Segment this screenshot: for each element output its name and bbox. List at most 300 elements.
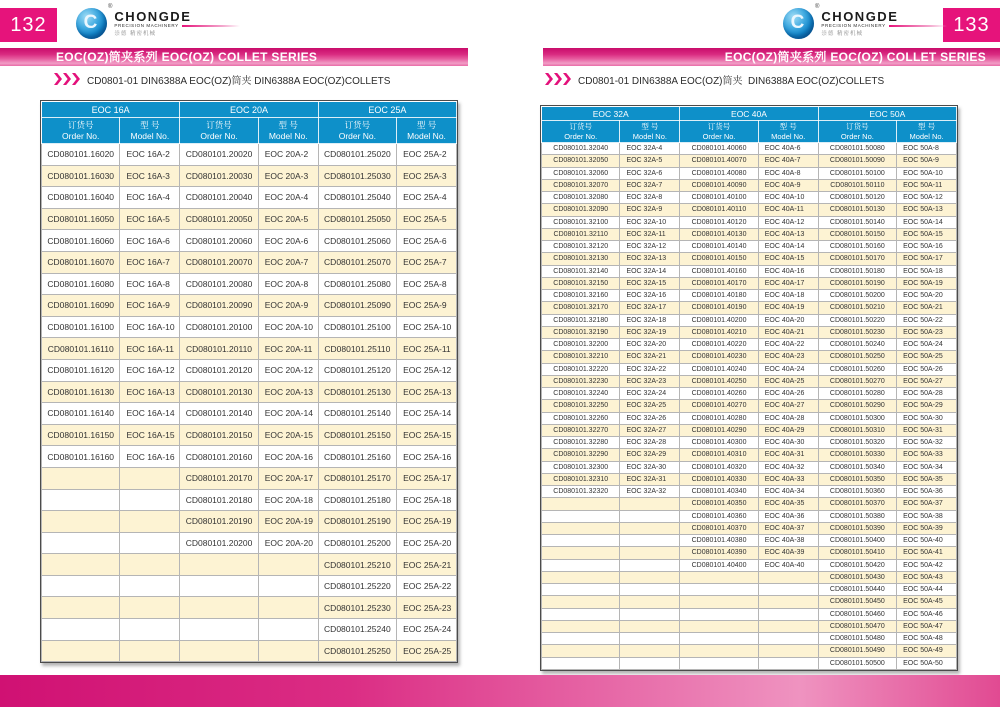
model-no-cell: EOC 50A-34 [897, 461, 957, 473]
order-no-cell: CD080101.20050 [180, 208, 258, 230]
model-no-cell [120, 554, 180, 576]
brand-name: CHONGDE [114, 9, 192, 24]
model-no-cell: EOC 32A-21 [620, 351, 680, 363]
collet-table [541, 106, 957, 670]
order-no-cell: CD080101.50130 [818, 204, 896, 216]
logo-monogram: C [790, 12, 805, 33]
table-row [542, 400, 957, 412]
group-header: EOC 40A [680, 107, 818, 121]
order-no-cell: CD080101.50330 [818, 449, 896, 461]
order-no-cell [680, 657, 758, 669]
model-no-cell: EOC 40A-14 [758, 241, 818, 253]
order-no-cell: CD080101.50170 [818, 253, 896, 265]
order-no-header: 订货号 Order No. [318, 118, 396, 144]
model-no-cell: EOC 50A-28 [897, 388, 957, 400]
table-row [542, 584, 957, 596]
model-no-cell: EOC 20A-13 [258, 381, 318, 403]
order-no-cell: CD080101.25100 [318, 316, 396, 338]
order-no-cell: CD080101.25180 [318, 489, 396, 511]
model-no-cell [758, 657, 818, 669]
order-no-cell: CD080101.40140 [680, 241, 758, 253]
table-row [42, 316, 457, 338]
order-no-cell: CD080101.32190 [542, 326, 620, 338]
order-no-cell: CD080101.25030 [318, 165, 396, 187]
order-no-cell [542, 547, 620, 559]
model-no-cell [620, 608, 680, 620]
model-no-cell: EOC 32A-23 [620, 375, 680, 387]
model-no-header: 型 号 Model No. [120, 118, 180, 144]
order-no-cell [680, 645, 758, 657]
model-no-cell: EOC 40A-37 [758, 522, 818, 534]
model-no-cell [120, 597, 180, 619]
order-no-cell: CD080101.16140 [42, 403, 120, 425]
model-no-cell: EOC 32A-18 [620, 314, 680, 326]
order-no-cell: CD080101.50250 [818, 351, 896, 363]
table-row [42, 640, 457, 662]
table-row [542, 461, 957, 473]
model-no-cell [758, 645, 818, 657]
model-no-cell: EOC 50A-37 [897, 498, 957, 510]
table-row [542, 535, 957, 547]
table-row [542, 143, 957, 155]
model-no-cell [120, 489, 180, 511]
order-no-cell: CD080101.50470 [818, 620, 896, 632]
model-no-cell: EOC 32A-16 [620, 290, 680, 302]
model-no-cell: EOC 40A-21 [758, 326, 818, 338]
brand-subtitle: PRECISION MACHINERY [114, 23, 179, 28]
order-no-cell: CD080101.50260 [818, 363, 896, 375]
table-row [542, 473, 957, 485]
model-no-cell: EOC 32A-30 [620, 461, 680, 473]
model-no-cell: EOC 32A-31 [620, 473, 680, 485]
model-no-cell: EOC 20A-11 [258, 338, 318, 360]
model-no-cell: EOC 50A-18 [897, 265, 957, 277]
order-no-cell: CD080101.25070 [318, 251, 396, 273]
order-no-cell: CD080101.50230 [818, 326, 896, 338]
table-row [542, 363, 957, 375]
model-no-cell: EOC 32A-26 [620, 412, 680, 424]
table-row [542, 547, 957, 559]
order-no-cell: CD080101.32220 [542, 363, 620, 375]
group-header: EOC 50A [818, 107, 956, 121]
model-no-cell [258, 554, 318, 576]
model-no-cell: EOC 40A-20 [758, 314, 818, 326]
model-no-cell: EOC 25A-24 [397, 619, 457, 641]
order-no-header: 订货号 Order No. [818, 121, 896, 143]
model-no-cell: EOC 50A-38 [897, 510, 957, 522]
triple-chevron-icon [545, 73, 572, 85]
model-no-cell: EOC 40A-7 [758, 155, 818, 167]
model-no-cell: EOC 16A-7 [120, 251, 180, 273]
model-no-cell: EOC 16A-5 [120, 208, 180, 230]
table-row [542, 522, 957, 534]
order-no-cell: CD080101.40180 [680, 290, 758, 302]
table-row [542, 620, 957, 632]
brand-chinese-name: 崇德 精密机械 [821, 31, 863, 37]
table-row [542, 375, 957, 387]
model-no-cell: EOC 40A-39 [758, 547, 818, 559]
model-no-cell: EOC 32A-17 [620, 302, 680, 314]
order-no-cell [42, 597, 120, 619]
order-no-cell [542, 657, 620, 669]
order-no-cell [42, 619, 120, 641]
order-no-cell: CD080101.25090 [318, 295, 396, 317]
model-no-cell: EOC 25A-10 [397, 316, 457, 338]
model-no-cell [758, 571, 818, 583]
model-no-cell: EOC 32A-32 [620, 486, 680, 498]
model-no-cell: EOC 50A-25 [897, 351, 957, 363]
order-no-cell: CD080101.50140 [818, 216, 896, 228]
order-no-cell: CD080101.40280 [680, 412, 758, 424]
model-no-cell: EOC 40A-32 [758, 461, 818, 473]
order-no-cell: CD080101.32150 [542, 277, 620, 289]
order-no-cell: CD080101.25110 [318, 338, 396, 360]
order-no-cell: CD080101.50480 [818, 633, 896, 645]
order-no-cell: CD080101.25080 [318, 273, 396, 295]
model-no-cell: EOC 32A-14 [620, 265, 680, 277]
order-no-cell [42, 511, 120, 533]
model-no-cell [258, 619, 318, 641]
table-row [42, 424, 457, 446]
order-no-cell: CD080101.40150 [680, 253, 758, 265]
model-no-cell: EOC 50A-24 [897, 339, 957, 351]
order-no-cell: CD080101.32100 [542, 216, 620, 228]
model-no-cell: EOC 50A-47 [897, 620, 957, 632]
order-no-cell: CD080101.50280 [818, 388, 896, 400]
table-row [42, 511, 457, 533]
order-no-cell: CD080101.50160 [818, 241, 896, 253]
model-no-cell: EOC 16A-16 [120, 446, 180, 468]
order-no-cell [542, 510, 620, 522]
order-no-cell [680, 608, 758, 620]
model-no-cell: EOC 50A-27 [897, 375, 957, 387]
model-no-cell: EOC 50A-43 [897, 571, 957, 583]
model-no-cell: EOC 20A-7 [258, 251, 318, 273]
order-no-cell [680, 633, 758, 645]
brand-subtitle: PRECISION MACHINERY [821, 23, 886, 28]
model-no-cell [258, 597, 318, 619]
model-no-cell: EOC 40A-17 [758, 277, 818, 289]
order-no-cell: CD080101.40210 [680, 326, 758, 338]
group-header: EOC 16A [42, 102, 180, 118]
order-no-cell [680, 571, 758, 583]
order-no-cell: CD080101.40320 [680, 461, 758, 473]
table-row [42, 144, 457, 166]
order-no-cell: CD080101.20190 [180, 511, 258, 533]
model-no-cell: EOC 32A-20 [620, 339, 680, 351]
order-no-cell: CD080101.25220 [318, 575, 396, 597]
model-no-cell [620, 571, 680, 583]
model-no-cell: EOC 40A-8 [758, 167, 818, 179]
order-no-cell: CD080101.16150 [42, 424, 120, 446]
order-no-cell: CD080101.40190 [680, 302, 758, 314]
order-no-cell: CD080101.50450 [818, 596, 896, 608]
order-no-cell: CD080101.50270 [818, 375, 896, 387]
order-no-cell: CD080101.40170 [680, 277, 758, 289]
model-no-cell: EOC 25A-22 [397, 575, 457, 597]
table-row [542, 608, 957, 620]
model-no-cell [120, 511, 180, 533]
order-no-cell: CD080101.50190 [818, 277, 896, 289]
model-no-cell: EOC 50A-33 [897, 449, 957, 461]
model-no-cell: EOC 25A-4 [397, 187, 457, 209]
order-no-cell: CD080101.32120 [542, 241, 620, 253]
model-no-cell: EOC 16A-10 [120, 316, 180, 338]
order-no-cell: CD080101.50410 [818, 547, 896, 559]
order-no-cell: CD080101.50500 [818, 657, 896, 669]
order-no-header: 订货号 Order No. [680, 121, 758, 143]
brand-text [114, 4, 239, 37]
order-no-cell: CD080101.20110 [180, 338, 258, 360]
model-no-cell [620, 620, 680, 632]
brand-accent-line [182, 25, 240, 27]
model-no-cell: EOC 50A-50 [897, 657, 957, 669]
table-row [542, 412, 957, 424]
model-no-cell: EOC 50A-48 [897, 633, 957, 645]
table-row [42, 597, 457, 619]
model-no-cell: EOC 32A-9 [620, 204, 680, 216]
model-no-cell: EOC 32A-5 [620, 155, 680, 167]
order-no-cell: CD080101.25150 [318, 424, 396, 446]
order-no-cell: CD080101.32180 [542, 314, 620, 326]
model-no-cell: EOC 40A-24 [758, 363, 818, 375]
table-row [542, 253, 957, 265]
model-no-cell [120, 575, 180, 597]
order-no-cell [42, 554, 120, 576]
order-no-cell [42, 489, 120, 511]
order-no-cell: CD080101.50100 [818, 167, 896, 179]
model-no-cell: EOC 32A-13 [620, 253, 680, 265]
order-no-cell: CD080101.25240 [318, 619, 396, 641]
order-no-cell: CD080101.50440 [818, 584, 896, 596]
section-title-text: CD0801-01 DIN6388A EOC(OZ)筒夹 DIN6388A EOC(OZ)COLLETS [87, 75, 391, 87]
order-no-cell: CD080101.25140 [318, 403, 396, 425]
model-no-cell: EOC 25A-3 [397, 165, 457, 187]
model-no-cell: EOC 40A-16 [758, 265, 818, 277]
model-no-cell [620, 657, 680, 669]
order-no-cell: CD080101.20080 [180, 273, 258, 295]
model-no-cell: EOC 40A-38 [758, 535, 818, 547]
model-no-cell [620, 522, 680, 534]
order-no-cell: CD080101.32320 [542, 486, 620, 498]
group-header-row [542, 107, 957, 121]
order-no-cell: CD080101.20090 [180, 295, 258, 317]
order-no-cell: CD080101.32090 [542, 204, 620, 216]
model-no-cell: EOC 50A-12 [897, 192, 957, 204]
order-no-cell: CD080101.50360 [818, 486, 896, 498]
order-no-cell [542, 498, 620, 510]
order-no-cell: CD080101.32070 [542, 179, 620, 191]
series-banner-left: EOC(OZ)筒夹系列 EOC(OZ) COLLET SERIES [0, 48, 468, 66]
model-no-cell: EOC 25A-12 [397, 359, 457, 381]
table-row [542, 290, 957, 302]
model-no-cell: EOC 50A-30 [897, 412, 957, 424]
order-no-cell: CD080101.20160 [180, 446, 258, 468]
table-row [42, 446, 457, 468]
model-no-cell: EOC 16A-12 [120, 359, 180, 381]
table-row [542, 645, 957, 657]
model-no-cell: EOC 20A-19 [258, 511, 318, 533]
table-row [542, 351, 957, 363]
table-row [542, 192, 957, 204]
order-no-cell: CD080101.40100 [680, 192, 758, 204]
table-row [42, 467, 457, 489]
model-no-cell: EOC 25A-20 [397, 532, 457, 554]
model-no-cell: EOC 25A-25 [397, 640, 457, 662]
model-no-cell: EOC 50A-16 [897, 241, 957, 253]
order-no-cell: CD080101.16060 [42, 230, 120, 252]
model-no-cell: EOC 50A-8 [897, 143, 957, 155]
group-header: EOC 25A [318, 102, 456, 118]
model-no-cell: EOC 40A-28 [758, 412, 818, 424]
brand-text [821, 4, 946, 37]
column-header-row [542, 121, 957, 143]
model-no-cell: EOC 25A-9 [397, 295, 457, 317]
order-no-cell: CD080101.20140 [180, 403, 258, 425]
table-row [542, 339, 957, 351]
order-no-cell: CD080101.20060 [180, 230, 258, 252]
model-no-cell: EOC 16A-6 [120, 230, 180, 252]
order-no-cell [542, 584, 620, 596]
series-banner-right: EOC(OZ)筒夹系列 EOC(OZ) COLLET SERIES [543, 48, 1000, 66]
order-no-cell: CD080101.32080 [542, 192, 620, 204]
model-no-cell: EOC 40A-40 [758, 559, 818, 571]
model-no-cell: EOC 40A-35 [758, 498, 818, 510]
order-no-cell: CD080101.40400 [680, 559, 758, 571]
table-row [542, 314, 957, 326]
section-title-left [54, 72, 390, 86]
model-no-cell: EOC 25A-19 [397, 511, 457, 533]
order-no-cell: CD080101.25230 [318, 597, 396, 619]
model-no-cell: EOC 40A-12 [758, 216, 818, 228]
model-no-cell: EOC 20A-18 [258, 489, 318, 511]
order-no-cell: CD080101.25020 [318, 144, 396, 166]
model-no-cell: EOC 25A-11 [397, 338, 457, 360]
model-no-cell: EOC 50A-42 [897, 559, 957, 571]
order-no-header: 订货号 Order No. [42, 118, 120, 144]
model-no-cell: EOC 32A-22 [620, 363, 680, 375]
model-no-cell: EOC 25A-23 [397, 597, 457, 619]
model-no-cell: EOC 16A-9 [120, 295, 180, 317]
order-no-cell: CD080101.32040 [542, 143, 620, 155]
order-no-cell: CD080101.32260 [542, 412, 620, 424]
order-no-cell [180, 575, 258, 597]
model-no-cell: EOC 32A-6 [620, 167, 680, 179]
order-no-cell: CD080101.40070 [680, 155, 758, 167]
order-no-cell: CD080101.40300 [680, 437, 758, 449]
model-no-cell: EOC 50A-20 [897, 290, 957, 302]
order-no-cell: CD080101.50420 [818, 559, 896, 571]
model-no-header: 型 号 Model No. [620, 121, 680, 143]
table-row [542, 437, 957, 449]
table-row [542, 302, 957, 314]
model-no-cell: EOC 32A-29 [620, 449, 680, 461]
order-no-cell: CD080101.50380 [818, 510, 896, 522]
order-no-header: 订货号 Order No. [542, 121, 620, 143]
order-no-cell: CD080101.25250 [318, 640, 396, 662]
model-no-cell: EOC 50A-13 [897, 204, 957, 216]
model-no-cell: EOC 50A-29 [897, 400, 957, 412]
table-row [42, 403, 457, 425]
model-no-cell [620, 584, 680, 596]
model-no-cell: EOC 32A-10 [620, 216, 680, 228]
order-no-cell: CD080101.20120 [180, 359, 258, 381]
brand-accent-line [889, 25, 947, 27]
order-no-cell: CD080101.32050 [542, 155, 620, 167]
model-no-cell: EOC 20A-20 [258, 532, 318, 554]
model-no-cell: EOC 32A-15 [620, 277, 680, 289]
order-no-cell [542, 535, 620, 547]
table-row [42, 165, 457, 187]
model-no-cell [620, 633, 680, 645]
model-no-cell: EOC 25A-14 [397, 403, 457, 425]
model-no-cell: EOC 50A-44 [897, 584, 957, 596]
model-no-cell: EOC 50A-41 [897, 547, 957, 559]
order-no-cell: CD080101.32270 [542, 424, 620, 436]
table-row [42, 554, 457, 576]
model-no-cell [120, 532, 180, 554]
model-no-cell: EOC 16A-2 [120, 144, 180, 166]
table-row [542, 179, 957, 191]
model-no-cell: EOC 20A-4 [258, 187, 318, 209]
model-no-cell: EOC 20A-17 [258, 467, 318, 489]
model-no-cell: EOC 20A-14 [258, 403, 318, 425]
model-no-cell: EOC 32A-25 [620, 400, 680, 412]
model-no-cell: EOC 20A-10 [258, 316, 318, 338]
order-no-cell: CD080101.32160 [542, 290, 620, 302]
order-no-cell: CD080101.16090 [42, 295, 120, 317]
model-no-cell: EOC 50A-14 [897, 216, 957, 228]
order-no-cell: CD080101.40390 [680, 547, 758, 559]
table-row [542, 486, 957, 498]
order-no-cell: CD080101.40090 [680, 179, 758, 191]
model-no-cell: EOC 32A-11 [620, 228, 680, 240]
order-no-cell: CD080101.32130 [542, 253, 620, 265]
order-no-cell: CD080101.20030 [180, 165, 258, 187]
model-no-cell: EOC 32A-7 [620, 179, 680, 191]
model-no-cell: EOC 25A-21 [397, 554, 457, 576]
order-no-cell [542, 633, 620, 645]
order-no-cell: CD080101.25210 [318, 554, 396, 576]
table-row [542, 216, 957, 228]
order-no-cell: CD080101.25130 [318, 381, 396, 403]
registered-trademark-icon: ® [108, 4, 113, 10]
model-no-cell: EOC 40A-23 [758, 351, 818, 363]
model-no-header: 型 号 Model No. [897, 121, 957, 143]
model-no-cell: EOC 50A-9 [897, 155, 957, 167]
model-no-cell: EOC 25A-18 [397, 489, 457, 511]
table-row [42, 251, 457, 273]
model-no-cell: EOC 32A-19 [620, 326, 680, 338]
order-no-cell [542, 522, 620, 534]
order-no-cell: CD080101.25170 [318, 467, 396, 489]
model-no-cell [620, 547, 680, 559]
order-no-cell: CD080101.50200 [818, 290, 896, 302]
model-no-cell: EOC 50A-21 [897, 302, 957, 314]
group-header-row [42, 102, 457, 118]
order-no-cell: CD080101.40290 [680, 424, 758, 436]
table-row [542, 559, 957, 571]
order-no-cell: CD080101.40340 [680, 486, 758, 498]
order-no-cell: CD080101.40330 [680, 473, 758, 485]
order-no-cell: CD080101.16080 [42, 273, 120, 295]
table-row [42, 359, 457, 381]
model-no-cell: EOC 40A-11 [758, 204, 818, 216]
table-row [542, 277, 957, 289]
table-row [42, 208, 457, 230]
order-no-cell: CD080101.25120 [318, 359, 396, 381]
chongde-logo [783, 4, 947, 42]
